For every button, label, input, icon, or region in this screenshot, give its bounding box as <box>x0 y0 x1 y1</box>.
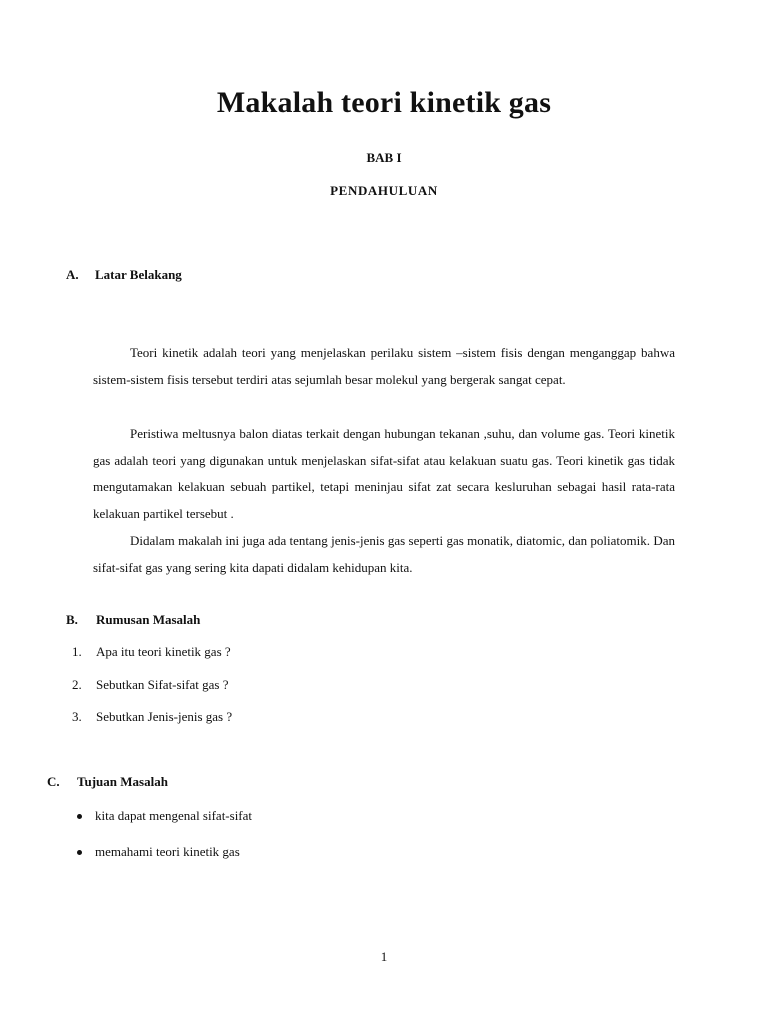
section-letter: C. <box>47 774 60 789</box>
section-title: Latar Belakang <box>95 267 182 282</box>
list-number: 1. <box>72 644 82 659</box>
list-item <box>72 675 232 708</box>
section-heading-tujuan-masalah <box>47 774 168 790</box>
section-heading-rumusan-masalah <box>66 612 200 628</box>
list-item-text: Apa itu teori kinetik gas ? <box>96 644 231 659</box>
chapter-number: BAB I <box>366 150 402 165</box>
body-paragraph: Teori kinetik adalah teori yang menjelaskan perilaku sistem –sistem fisis dengan menganggap bahwa sistem-sistem fisis tersebut terdiri atas sejumlah besar molekul yang bergerak sangat cepat. <box>93 345 675 387</box>
document-title: Makalah teori kinetik gas <box>216 86 552 119</box>
list-item <box>72 707 232 740</box>
section-letter: A. <box>66 267 79 282</box>
chapter-title: PENDAHULUAN <box>330 183 438 198</box>
list-item-text: Sebutkan Sifat-sifat gas ? <box>96 676 229 692</box>
bullet-icon <box>77 814 82 819</box>
section-heading-latar-belakang <box>66 267 182 283</box>
numbered-list <box>72 642 232 740</box>
page-number: 1 <box>380 949 388 964</box>
body-paragraph: Didalam makalah ini juga ada tentang jenis-jenis gas seperti gas monatik, diatomic, dan poliatomik. Dan sifat-sifat gas yang sering kita dapati didalam kehidupan kita. <box>93 533 675 575</box>
list-item <box>72 842 252 878</box>
section-title: Tujuan Masalah <box>77 774 168 789</box>
list-item <box>72 806 252 842</box>
list-item-text: memahami teori kinetik gas <box>95 844 240 859</box>
section-title: Rumusan Masalah <box>96 612 201 627</box>
section-letter: B. <box>66 612 78 627</box>
bullet-list <box>72 806 252 878</box>
list-number: 3. <box>72 709 82 724</box>
list-item <box>72 642 232 675</box>
body-paragraph: Peristiwa meltusnya balon diatas terkait dengan hubungan tekanan ,suhu, dan volume gas. Teori kinetik gas adalah teori yang digunakan untuk menjelaskan sifat-sifat atau kelakuan suatu gas. Teori kinetik gas tidak mengutamakan kelakuan sebuah partikel, tetapi meninjau sifat zat secara kesluruhan sebagai hasil rata-rata kelakuan partikel tersebut . <box>93 426 675 521</box>
bullet-icon <box>77 850 82 855</box>
list-item-text: Sebutkan Jenis-jenis gas ? <box>96 709 233 724</box>
list-number: 2. <box>72 676 82 692</box>
list-item-text: kita dapat mengenal sifat-sifat <box>95 808 253 823</box>
